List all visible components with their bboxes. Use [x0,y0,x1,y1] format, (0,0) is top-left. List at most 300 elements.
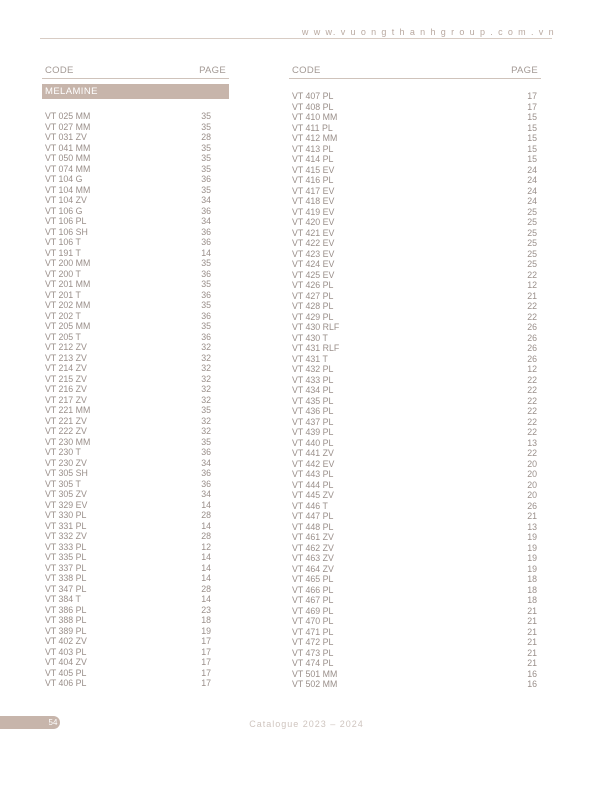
product-code: VT 436 PL [292,406,334,416]
product-code: VT 414 PL [292,154,334,164]
product-code: VT 433 PL [292,374,334,385]
product-code: VT 434 PL [292,385,334,395]
page-reference: 36 [201,478,211,489]
page-reference: 23 [201,604,211,615]
page-reference: 13 [527,521,537,532]
page-reference: 36 [201,331,211,342]
product-code: VT 461 ZV [292,532,334,542]
page-reference: 32 [201,373,211,384]
product-code: VT 431 RLF [292,343,340,353]
page-reference: 15 [527,112,537,122]
column-header-divider [42,78,229,79]
page-reference: 26 [527,500,537,511]
product-code: VT 416 PL [292,175,334,185]
page-reference: 28 [201,510,211,520]
product-code: VT 050 MM [45,153,91,163]
page-reference: 14 [201,573,211,583]
index-list-right [289,91,541,690]
page-reference: 25 [527,206,537,217]
page-reference: 35 [201,321,211,331]
index-row [42,479,229,490]
page-reference: 35 [201,405,211,415]
index-row [289,301,541,312]
page-reference: 35 [201,142,211,153]
page-reference: 36 [201,268,211,279]
page-reference: 24 [527,185,537,196]
index-row [42,605,229,616]
index-row [42,573,229,584]
page-reference: 32 [201,426,211,436]
index-row [42,489,229,500]
page-reference: 36 [201,310,211,321]
product-code: VT 106 T [45,237,81,247]
product-code: VT 331 PL [45,520,87,531]
index-row [289,354,541,365]
product-code: VT 305 T [45,478,81,489]
page-reference: 25 [527,248,537,259]
index-column-left [42,64,229,689]
index-row [289,427,541,438]
index-row [289,396,541,407]
page-reference: 16 [527,668,537,679]
index-row [289,480,541,491]
page-reference: 22 [527,301,537,311]
page-reference: 36 [201,226,211,237]
page-reference: 26 [527,353,537,364]
product-code: VT 447 PL [292,511,334,521]
index-row [289,322,541,333]
page-reference: 35 [201,436,211,447]
index-row [42,227,229,238]
page-reference: 24 [527,196,537,206]
website-url[interactable]: w w w. v u o n g t h a n h g r o u p . c o m . v n [301,27,555,37]
index-row [289,333,541,344]
index-row [42,594,229,605]
page-reference: 15 [527,133,537,143]
product-code: VT 025 MM [45,111,91,121]
index-row [289,669,541,680]
index-row [289,606,541,617]
index-row [42,584,229,595]
page-reference: 36 [201,289,211,300]
index-list-left [42,111,229,689]
page-reference: 14 [201,594,211,604]
index-row [42,311,229,322]
page-reference: 17 [201,657,211,667]
index-row [289,385,541,396]
page-reference: 19 [527,542,537,553]
product-code: VT 104 G [45,174,83,184]
page-reference: 36 [201,447,211,457]
product-code: VT 384 T [45,594,81,604]
index-row [42,111,229,122]
product-code: VT 332 ZV [45,531,87,541]
page-reference: 32 [201,415,211,426]
index-row [289,144,541,155]
product-code: VT 428 PL [292,301,334,311]
page-reference: 18 [201,615,211,625]
index-row [42,531,229,542]
index-row [42,321,229,332]
page-reference: 14 [201,562,211,573]
page-reference: 17 [201,678,211,688]
page-reference: 28 [201,132,211,142]
index-row [42,426,229,437]
page-reference: 35 [201,184,211,195]
index-row [289,228,541,239]
product-code: VT 430 RLF [292,322,340,332]
product-code: VT 469 PL [292,605,334,616]
product-code: VT 445 ZV [292,490,334,500]
page-reference: 16 [527,679,537,689]
index-row [42,279,229,290]
product-code: VT 386 PL [45,604,87,615]
page-reference: 19 [201,625,211,636]
product-code: VT 104 ZV [45,195,87,205]
product-code: VT 470 PL [292,616,334,626]
catalogue-title: Catalogue 2023 – 2024 [249,719,364,729]
page-reference: 21 [527,637,537,647]
page-reference: 26 [527,332,537,343]
page-reference: 21 [527,626,537,637]
header-divider [40,38,552,39]
page-reference: 26 [527,322,537,332]
index-row [289,238,541,249]
product-code: VT 389 PL [45,625,87,636]
index-row [42,143,229,154]
product-code: VT 230 ZV [45,457,87,468]
page-reference: 34 [201,195,211,205]
index-row [42,626,229,637]
index-row [42,657,229,668]
product-code: VT 419 EV [292,206,335,217]
index-row [42,206,229,217]
product-code: VT 440 PL [292,437,334,448]
index-row [42,647,229,658]
page-reference: 22 [527,374,537,385]
index-row [289,469,541,480]
page-reference: 18 [527,574,537,584]
product-code: VT 338 PL [45,573,87,583]
index-row [42,290,229,301]
page-reference: 22 [527,311,537,322]
page-reference: 34 [201,457,211,468]
product-code: VT 502 MM [292,679,338,689]
product-code: VT 347 PL [45,583,87,594]
index-row [289,574,541,585]
product-code: VT 406 PL [45,678,87,688]
page-reference: 19 [527,553,537,563]
product-code: VT 432 PL [292,364,334,374]
page-reference: 21 [527,290,537,301]
product-code: VT 421 EV [292,227,335,238]
page-reference: 22 [527,427,537,437]
page-reference: 21 [527,616,537,626]
product-code: VT 221 MM [45,405,91,415]
index-row [42,216,229,227]
page-reference: 22 [527,269,537,280]
product-code: VT 430 T [292,332,328,343]
product-code: VT 305 SH [45,468,88,478]
index-row [42,437,229,448]
product-code: VT 425 EV [292,269,335,280]
index-row [42,668,229,679]
index-row [42,174,229,185]
index-row [42,363,229,374]
page-reference: 35 [201,111,211,121]
index-row [289,102,541,113]
index-row [289,91,541,102]
product-code: VT 463 ZV [292,553,334,563]
page-reference: 22 [527,385,537,395]
index-row [42,405,229,416]
page-reference: 25 [527,217,537,227]
index-row [42,521,229,532]
product-code: VT 202 T [45,310,81,321]
product-code: VT 501 MM [292,668,338,679]
product-code: VT 410 MM [292,112,338,122]
index-row [289,627,541,638]
index-row [289,270,541,281]
column-header [42,64,229,77]
page-reference: 19 [527,563,537,574]
page-reference: 28 [201,583,211,594]
product-code: VT 216 ZV [45,384,87,394]
index-row [42,510,229,521]
index-row [289,186,541,197]
index-row [42,447,229,458]
page-reference: 34 [201,216,211,226]
page-reference: 12 [201,541,211,552]
index-row [289,532,541,543]
page-reference: 25 [527,238,537,248]
product-code: VT 201 T [45,289,81,300]
page-reference: 14 [201,247,211,258]
product-code: VT 426 PL [292,280,334,290]
product-code: VT 222 ZV [45,426,87,436]
page-reference: 36 [201,237,211,247]
product-code: VT 465 PL [292,574,334,584]
product-code: VT 446 T [292,500,328,511]
page-reference: 35 [201,279,211,289]
product-code: VT 444 PL [292,479,334,490]
product-code: VT 201 MM [45,279,91,289]
page-reference: 21 [527,658,537,668]
product-code: VT 427 PL [292,290,334,301]
index-row [289,490,541,501]
product-code: VT 202 MM [45,300,91,310]
product-code: VT 467 PL [292,595,334,605]
index-row [42,563,229,574]
product-code: VT 027 MM [45,121,91,132]
index-row [289,585,541,596]
product-code: VT 418 EV [292,196,335,206]
index-row [289,207,541,218]
index-row [289,175,541,186]
index-row [289,154,541,165]
index-row [42,552,229,563]
product-code: VT 205 MM [45,321,91,331]
page-reference: 25 [527,227,537,238]
index-row [289,448,541,459]
product-code: VT 205 T [45,331,81,342]
index-row [289,459,541,470]
product-code: VT 329 EV [45,499,88,510]
product-code: VT 435 PL [292,395,334,406]
index-row [289,595,541,606]
product-code: VT 442 EV [292,458,335,469]
page-reference: 15 [527,122,537,133]
page-reference: 32 [201,352,211,363]
page-reference: 14 [201,552,211,562]
product-code: VT 330 PL [45,510,87,520]
page-reference: 36 [201,468,211,478]
index-row [289,679,541,690]
product-code: VT 448 PL [292,521,334,532]
index-row [289,343,541,354]
product-code: VT 464 ZV [292,563,334,574]
index-row [289,501,541,512]
page-reference: 32 [201,342,211,352]
index-row [289,165,541,176]
page-reference: 35 [201,153,211,163]
product-code: VT 104 MM [45,184,91,195]
product-code: VT 221 ZV [45,415,87,426]
page-reference: 32 [201,394,211,405]
page-reference: 21 [527,511,537,521]
page-reference: 17 [201,646,211,657]
index-row [42,132,229,143]
page-reference: 36 [201,205,211,216]
product-code: VT 404 ZV [45,657,87,667]
index-row [289,291,541,302]
product-code: VT 420 EV [292,217,335,227]
page-reference: 24 [527,164,537,175]
product-code: VT 462 ZV [292,542,334,553]
index-row [42,500,229,511]
page-reference: 24 [527,175,537,185]
product-code: VT 217 ZV [45,394,87,405]
index-row [42,542,229,553]
product-code: VT 402 ZV [45,636,87,646]
page-reference: 35 [201,300,211,310]
product-code: VT 473 PL [292,647,334,658]
index-row [289,543,541,554]
index-row [289,438,541,449]
product-code: VT 424 EV [292,259,335,269]
index-row [289,123,541,134]
page-header: PAGE [511,65,538,76]
product-code: VT 074 MM [45,163,91,174]
page-reference: 22 [527,448,537,458]
index-row [42,374,229,385]
page-reference: 19 [527,532,537,542]
index-row [42,258,229,269]
product-code: VT 437 PL [292,416,334,427]
product-code: VT 041 MM [45,142,91,153]
page-reference: 36 [201,174,211,184]
page-reference: 20 [527,458,537,469]
page-reference: 35 [201,163,211,174]
product-code: VT 472 PL [292,637,334,647]
product-code: VT 215 ZV [45,373,87,384]
page-reference: 14 [201,499,211,510]
section-heading-melamine: MELAMINE [42,84,229,99]
product-code: VT 405 PL [45,667,87,678]
index-row [42,248,229,259]
index-row [42,636,229,647]
product-code: VT 411 PL [292,122,333,133]
page-reference: 21 [527,605,537,616]
product-code: VT 407 PL [292,91,334,101]
product-code: VT 408 PL [292,101,334,112]
product-code: VT 423 EV [292,248,335,259]
product-code: VT 439 PL [292,427,334,437]
page-reference: 22 [527,406,537,416]
product-code: VT 429 PL [292,311,334,322]
page-reference: 17 [201,636,211,646]
product-code: VT 200 T [45,268,81,279]
index-column-right [289,64,541,690]
index-row [289,249,541,260]
page-reference: 20 [527,469,537,479]
product-code: VT 230 T [45,447,81,457]
page-reference: 17 [201,667,211,678]
product-code: VT 431 T [292,353,328,364]
page-reference: 32 [201,384,211,394]
page-reference: 20 [527,490,537,500]
page-reference: 15 [527,154,537,164]
index-row [42,185,229,196]
index-row [42,384,229,395]
index-row [289,417,541,428]
index-row [42,353,229,364]
index-row [42,153,229,164]
product-code: VT 337 PL [45,562,87,573]
page-reference: 12 [527,364,537,374]
index-row [42,122,229,133]
index-row [42,237,229,248]
index-row [289,312,541,323]
page-reference: 18 [527,595,537,605]
product-code: VT 443 PL [292,469,334,479]
index-row [289,133,541,144]
page-reference: 14 [201,520,211,531]
page-header: PAGE [199,65,226,76]
product-code: VT 333 PL [45,541,87,552]
index-row [289,522,541,533]
product-code: VT 213 ZV [45,352,87,363]
index-row [289,259,541,270]
product-code: VT 474 PL [292,658,334,668]
page-reference: 28 [201,531,211,541]
product-code: VT 417 EV [292,185,335,196]
index-row [42,342,229,353]
page-reference: 25 [527,259,537,269]
product-code: VT 335 PL [45,552,87,562]
product-code: VT 466 PL [292,584,334,595]
product-code: VT 106 SH [45,226,88,237]
index-row [42,195,229,206]
product-code: VT 106 G [45,205,83,216]
page-reference: 20 [527,479,537,490]
product-code: VT 106 PL [45,216,87,226]
page-reference: 35 [201,121,211,132]
index-row [289,658,541,669]
product-code: VT 412 MM [292,133,338,143]
product-code: VT 212 ZV [45,342,87,352]
product-code: VT 230 MM [45,436,91,447]
